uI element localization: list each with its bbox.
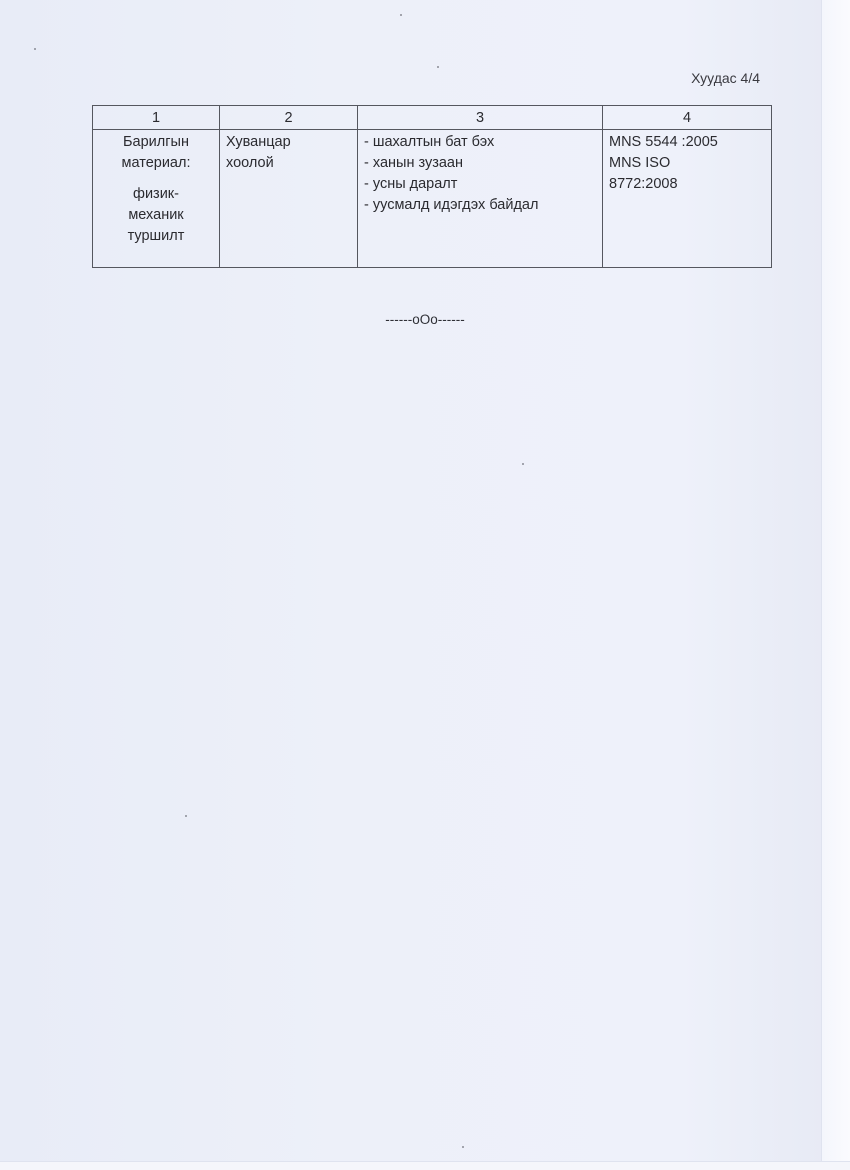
standard-line: MNS 5544 :2005	[609, 134, 718, 150]
paper-speck	[34, 48, 36, 50]
standards-cell	[603, 130, 772, 268]
table-header-cell: 1	[93, 106, 220, 130]
table-header-cell: 3	[358, 106, 603, 130]
paper-speck	[522, 463, 524, 465]
paper-speck	[462, 1146, 464, 1148]
category-cell	[93, 130, 220, 268]
standard-line: MNS ISO	[609, 155, 671, 171]
product-line: хоолой	[226, 155, 274, 171]
table-header-cell: 4	[603, 106, 772, 130]
tests-cell	[358, 130, 603, 268]
category-line: Барилгын	[123, 134, 189, 150]
paper-speck	[400, 14, 402, 16]
table-row	[93, 130, 772, 268]
category-line: механик	[128, 207, 184, 223]
end-separator: ------oOo------	[385, 312, 465, 327]
table-header-cell: 2	[220, 106, 358, 130]
test-item: - усны даралт	[364, 176, 458, 192]
category-line: туршилт	[127, 228, 185, 244]
product-line: Хуванцар	[226, 134, 291, 150]
test-item: - ханын зузаан	[364, 155, 463, 171]
paper-right-edge	[821, 0, 850, 1170]
paper-speck	[185, 815, 187, 817]
page-number: Хуудас 4/4	[691, 70, 760, 86]
paper-bottom-edge	[0, 1161, 850, 1170]
table-header-row	[93, 106, 772, 130]
product-cell	[220, 130, 358, 268]
category-line: физик-	[133, 186, 179, 202]
category-line: материал:	[121, 155, 191, 171]
standard-line: 8772:2008	[609, 176, 678, 192]
standards-table	[92, 105, 772, 268]
test-item: - уусмалд идэгдэх байдал	[364, 197, 539, 213]
test-item: - шахалтын бат бэх	[364, 134, 495, 150]
paper-speck	[437, 66, 439, 68]
